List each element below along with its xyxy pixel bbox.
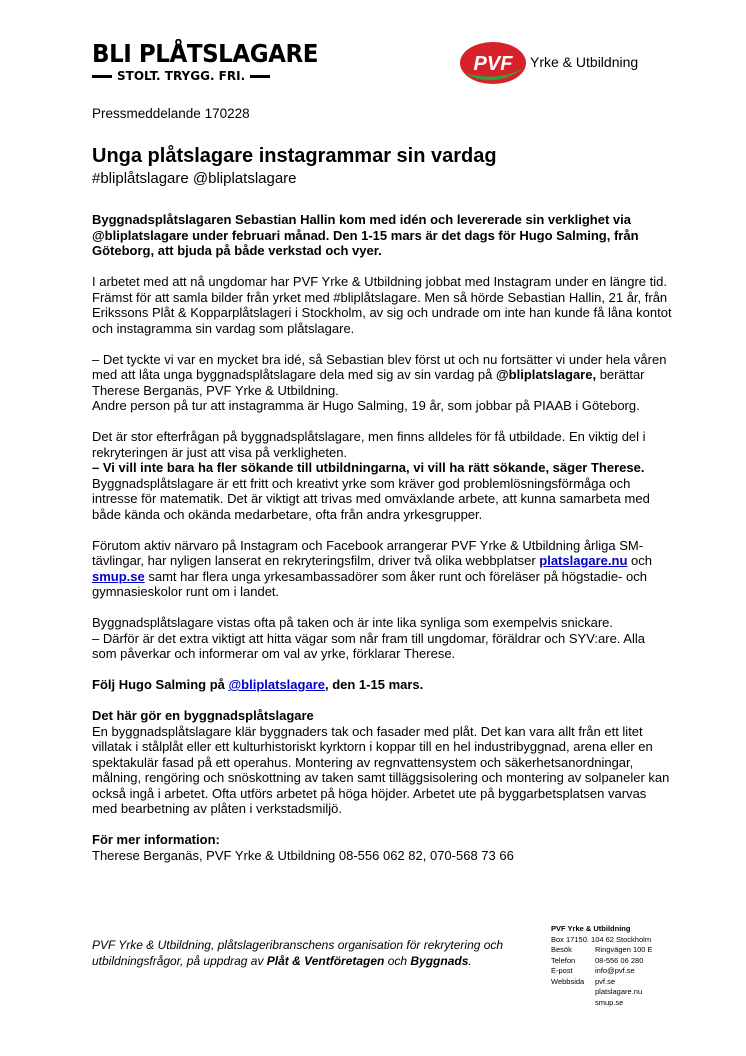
- pvf-logo: [458, 40, 668, 86]
- section-heading: Det här gör en byggnadsplåtslagare: [92, 708, 314, 723]
- contact-address: Box 17150. 104 62 Stockholm: [551, 934, 652, 944]
- page-title: Unga plåtslagare instagrammar sin vardag: [92, 145, 497, 167]
- contact-value: pvf.se: [595, 976, 616, 986]
- pvf-name: Yrke & Utbildning: [530, 54, 639, 70]
- contact-block: [551, 924, 681, 1008]
- p4-text-a: Förutom aktiv närvaro på Instagram och Facebook arrangerar PVF Yrke & Utbildning årliga SM-tävlingar, har nyligen lanserat en rekryteringsfilm, driver två olika webbplatser: [92, 537, 644, 568]
- paragraph-1: I arbetet med att nå ungdomar har PVF Yrke & Utbildning jobbat med Instagram under en längre tid. Främst för att samla bilder från yrket med #bliplåtslagare. Men så hörde Sebastian Hallin, 21 år, från Erikssons Plåt & Kopparplåtslageri i Stockholm, av sig och undrade om inte han kunde få låna kontot och instagramma sin vardag som plåtslagare.: [92, 274, 672, 336]
- contact-org: PVF Yrke & Utbildning: [551, 924, 631, 933]
- p2-handle: @bliplatslagare,: [495, 367, 597, 382]
- p2-text-c: berättar Therese Berganäs, PVF Yrke & Utbildning.: [92, 367, 645, 398]
- footer-org-1: Plåt & Ventföretagen: [266, 954, 385, 968]
- p5-text-b: – Därför är det extra viktigt att hitta vägar som når fram till ungdomar, föräldrar och SYV:are. Alla som påverkar och informerar om val av yrke, förklarar Therese.: [92, 630, 645, 661]
- follow-text-a: Följ Hugo Salming på: [92, 677, 229, 692]
- logo-title: BLI PLÅTSLAGARE: [92, 39, 318, 68]
- pvf-mark: PVF: [473, 53, 513, 75]
- paragraph-5: [92, 615, 672, 662]
- footer-text-c: och: [384, 954, 411, 968]
- contact-key: [551, 998, 595, 1009]
- press-label: Pressmeddelande 170228: [92, 106, 250, 121]
- section-text: En byggnadsplåtslagare klär byggnaders tak och fasader med plåt. Det kan vara allt från ett litet villatak i stålplåt eller ett kulturhistoriskt kyrktorn i koppar till en hel industribyggnad, arena eller en spektakulär fasad på ett operahus. Montering av regnvattensystem och säkerhetsanordningar, målning, rengöring och snöskottning av taken samt tilläggsisolering och montering av solpaneler kan också ingå i arbetet. Ofta utförs arbetet på höga höjder. Arbetet ute på byggarbetsplatsen varvas med bearbetning av plåten i verkstadsmiljö.: [92, 723, 670, 816]
- contact-value: smup.se: [595, 997, 624, 1007]
- contact-row: [551, 966, 681, 977]
- contact-key: Telefon: [551, 955, 576, 965]
- contact-value: info@pvf.se: [595, 966, 635, 975]
- contact-key: Besök: [551, 945, 572, 954]
- contact-row: [551, 945, 681, 956]
- footer-text-a: PVF Yrke & Utbildning, plåtslageribranschens organisation för rekrytering och utbildningsfrågor, på uppdrag av: [92, 938, 504, 968]
- more-info: [92, 832, 672, 863]
- more-info-heading: För mer information:: [92, 832, 220, 847]
- contact-row: [551, 956, 681, 967]
- page-subtitle: #bliplåtslagare @bliplatslagare: [92, 170, 297, 187]
- logo-tagline-row: [92, 69, 282, 83]
- contact-value: Ringvägen 100 E: [595, 945, 653, 954]
- p4-text-b: och: [627, 553, 652, 568]
- footer-text-e: .: [468, 954, 472, 968]
- p2-text-d: Andre person på tur att instagramma är Hugo Salming, 19 år, som jobbar på PIAAB i Göteborg.: [92, 398, 640, 413]
- contact-value: 08-556 06 280: [595, 955, 644, 965]
- contact-key: E-post: [551, 966, 573, 975]
- footer-org-2: Byggnads: [410, 954, 469, 968]
- logo-tagline: STOLT. TRYGG. FRI.: [117, 69, 246, 83]
- follow-line: [92, 677, 672, 693]
- tagline-bar-left: [92, 75, 112, 78]
- article-body: [92, 212, 672, 879]
- footer-note: [92, 937, 532, 969]
- section-about: [92, 708, 672, 817]
- p4-text-c: samt har flera unga yrkesambassadörer som åker runt och föreläser på högstadie- och gymnasieskolor runt om i landet.: [92, 568, 647, 599]
- smup-link[interactable]: smup.se: [92, 568, 145, 584]
- contact-key: Webbsida: [551, 976, 585, 986]
- contact-row: [551, 998, 681, 1009]
- follow-text-b: , den 1-15 mars.: [324, 677, 424, 692]
- platslagare-link[interactable]: platslagare.nu: [539, 553, 628, 568]
- contact-row: [551, 987, 681, 998]
- paragraph-2: [92, 352, 672, 414]
- more-info-text: Therese Berganäs, PVF Yrke & Utbildning 08-556 062 82, 070-568 73 66: [92, 847, 514, 863]
- contact-key: [551, 987, 595, 998]
- contact-value: platslagare.nu: [595, 987, 643, 996]
- p3-text-a: Det är stor efterfrågan på byggnadsplåtslagare, men finns alldeles för få utbildade. En viktig del i rekryteringen är just att visa på verkligheten.: [92, 429, 646, 460]
- paragraph-3: [92, 429, 672, 522]
- paragraph-4: [92, 538, 672, 600]
- p3-text-c: Byggnadsplåtslagare är ett fritt och kreativt yrke som kräver god problemlösningsförmåga och intresse för matematik. Det är viktigt att trivas med omväxlande arbete, att kunna samarbeta med både kända och okända medarbetare, ofta från andra yrkesgrupper.: [92, 475, 650, 522]
- bli-platslagare-logo: [92, 39, 318, 83]
- pvf-oval-icon: [458, 40, 528, 86]
- p2-text-a: – Det tyckte vi var en mycket bra idé, så Sebastian blev först ut och nu fortsätter vi under hela våren med att låta unga byggnadsplåtslagare dela med sig av sin vardag på: [92, 351, 667, 382]
- instagram-link[interactable]: @bliplatslagare: [228, 677, 325, 692]
- p3-quote: – Vi vill inte bara ha fler sökande till utbildningarna, vi vill ha rätt sökande, säger Therese.: [92, 460, 645, 475]
- contact-row: [551, 977, 681, 988]
- lead-paragraph: Byggnadsplåtslagaren Sebastian Hallin kom med idén och levererade sin verklighet via @bliplatslagare under februari månad. Den 1-15 mars är det dags för Hugo Salming, från Göteborg, att bjuda på både verkstad och vyer.: [92, 212, 639, 258]
- tagline-bar-right: [250, 75, 270, 78]
- p5-text-a: Byggnadsplåtslagare vistas ofta på taken och är inte lika synliga som exempelvis snickare.: [92, 615, 613, 630]
